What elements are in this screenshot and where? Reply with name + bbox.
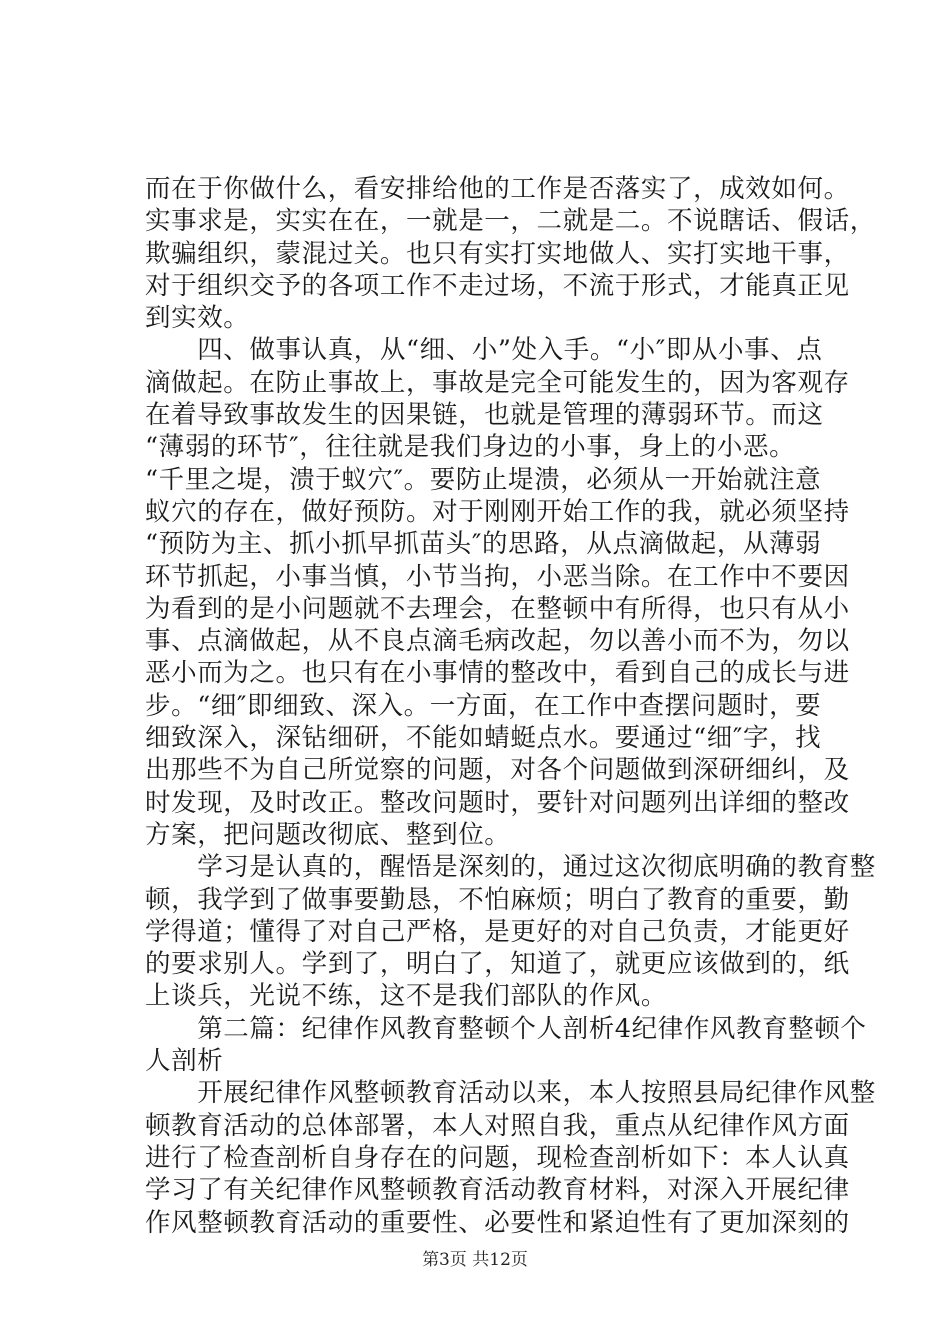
text-line: 学得道；懂得了对自己严格，是更好的对自己负责，才能更好 [145,916,850,947]
text-line: 事、点滴做起，从不良点滴毛病改起，勿以善小而不为，勿以 [145,626,850,657]
text-line: “薄弱的环节″，往往就是我们身边的小事，身上的小恶。 [145,432,796,463]
text-line: 四、做事认真，从“细、小”处入手。“小″即从小事、点 [145,335,823,366]
text-line: 恶小而为之。也只有在小事情的整改中，看到自己的成长与进 [145,658,850,689]
text-line: 出那些不为自己所觉察的问题，对各个问题做到深研细纠，及 [145,755,850,786]
section-heading-line: 人剖析 [145,1046,224,1077]
page-number-footer: 第3页 共12页 [422,1250,528,1270]
text-line: 顿教育活动的总体部署，本人对照自我，重点从纪律作风方面 [145,1110,850,1141]
text-line: 为看到的是小问题就不去理会，在整顿中有所得，也只有从小 [145,593,850,624]
text-line: 蚁穴的存在，做好预防。对于刚刚开始工作的我，就必须坚持 [145,496,850,527]
text-line: 作风整顿教育活动的重要性、必要性和紧迫性有了更加深刻的 [145,1207,850,1238]
text-line: 而在于你做什么，看安排给他的工作是否落实了，成效如何。 [145,174,850,204]
document-body [145,173,876,1239]
text-line: 时发现，及时改正。整改问题时，要针对问题列出详细的整改 [145,787,850,818]
text-line: 学习了有关纪律作风整顿教育活动教育材料，对深入开展纪律 [145,1175,850,1206]
text-line: 的要求别人。学到了，明白了，知道了，就更应该做到的，纸 [145,949,850,980]
text-line: 实事求是，实实在在，一就是一，二就是二。不说瞎话、假话， [145,206,876,237]
text-line: 欺骗组织，蒙混过关。也只有实打实地做人、实打实地干事， [145,238,850,269]
text-line: 进行了检查剖析自身存在的问题，现检查剖析如下：本人认真 [145,1142,850,1173]
text-line: 顿，我学到了做事要勤恳，不怕麻烦；明白了教育的重要，勤 [145,884,850,915]
text-line: 对于组织交予的各项工作不走过场，不流于形式，才能真正见 [145,270,850,301]
section-heading-line: 第二篇：纪律作风教育整顿个人剖析4纪律作风教育整顿个 [145,1013,867,1044]
text-line: 到实效。 [145,303,250,334]
text-line: “预防为主、抓小抓早抓苗头″的思路，从点滴做起，从薄弱 [145,529,822,560]
text-line: 学习是认真的，醒悟是深刻的，通过这次彻底明确的教育整 [145,852,876,883]
text-line: 在着导致事故发生的因果链，也就是管理的薄弱环节。而这 [145,400,824,431]
text-line: 步。“细″即细致、深入。一方面，在工作中查摆问题时，要 [145,690,822,721]
text-line: 滴做起。在防止事故上，事故是完全可能发生的，因为客观存 [145,367,850,398]
text-line: 开展纪律作风整顿教育活动以来，本人按照县局纪律作风整 [145,1078,876,1109]
text-line: 方案，把问题改彻底、整到位。 [145,819,511,850]
text-line: 细致深入，深钻细研，不能如蜻蜓点水。要通过“细″字，找 [145,723,822,754]
text-line: 上谈兵，光说不练，这不是我们部队的作风。 [145,981,668,1012]
text-line: “千里之堤，溃于蚁穴″。要防止堤溃，必须从一开始就注意 [145,464,822,495]
text-line: 环节抓起，小事当慎，小节当拘，小恶当除。在工作中不要因 [145,561,850,592]
